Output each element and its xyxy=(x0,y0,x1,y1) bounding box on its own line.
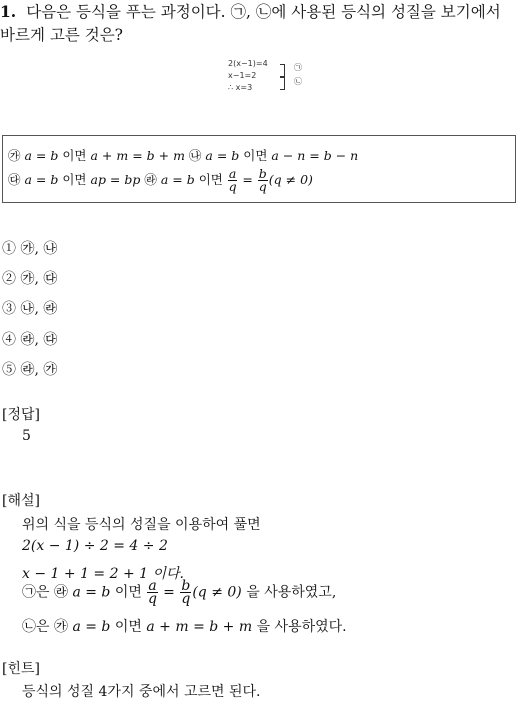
choice-4[interactable]: ④ ㉱, ㉰ xyxy=(2,332,58,348)
expr: a = b xyxy=(160,172,195,187)
choice-3[interactable]: ③ ㉯, ㉱ xyxy=(2,301,58,317)
fraction-a-q: $\frac{a}{q}$ xyxy=(148,578,158,607)
explanation-label: [해설] xyxy=(2,493,40,509)
question-number: 1. xyxy=(0,2,17,21)
properties-row-1 xyxy=(8,146,358,164)
condition: (q ≠ 0) xyxy=(268,172,313,187)
expr: a − n = b − n xyxy=(271,148,359,163)
fraction-b-q: $\frac{b}{q}$ xyxy=(181,578,191,607)
fraction-b-q: $\frac{b}{q}$ xyxy=(258,166,267,194)
text-imyeon: 이면 xyxy=(198,172,223,187)
text-imyeon: 이면 xyxy=(62,148,87,163)
expr: ap = bp xyxy=(90,172,141,187)
properties-box xyxy=(2,135,516,203)
marker-na: ㉯ xyxy=(188,148,202,163)
choice-5[interactable]: ⑤ ㉱, ㉮ xyxy=(2,362,58,378)
figure-line3: ∴ x=3 xyxy=(228,83,253,92)
expr: a = b xyxy=(205,148,240,163)
explanation-line1: 위의 식을 등식의 성질을 이용하여 풀면 xyxy=(22,517,261,533)
choice-1[interactable]: ① ㉮, ㉯ xyxy=(2,241,58,257)
solution-figure xyxy=(228,58,318,102)
figure-line1: 2(x−1)=4 xyxy=(228,59,268,68)
marker-ga: ㉮ xyxy=(8,148,21,163)
explanation-line2: 2(x − 1) ÷ 2 = 4 ÷ 2 xyxy=(22,538,168,554)
text-imyeon: 이면 xyxy=(62,172,87,187)
equals-sign: = xyxy=(242,172,253,187)
question xyxy=(0,2,532,45)
answer-label: [정답] xyxy=(2,407,40,423)
figure-mark-1: ㉠ xyxy=(294,63,302,72)
explanation-line3: x − 1 + 1 = 2 + 1 이다. xyxy=(22,566,184,582)
hint-text: 등식의 성질 4가지 중에서 고르면 된다. xyxy=(22,684,261,700)
explanation-line4: ㉠은 ㉱ a = b 이면 $\frac{a}{q}$ = $\frac{b}{q}$ (q ≠ 0) 을 사용하였고, xyxy=(22,578,337,607)
hint-label: [힌트] xyxy=(2,661,40,677)
figure-line2: x−1=2 xyxy=(228,71,257,80)
answer-value: 5 xyxy=(22,428,31,444)
expr: a = b xyxy=(24,148,59,163)
question-text-line1: 다음은 등식을 푸는 과정이다. ㉠, ㉡에 사용된 등식의 성질을 보기에서 xyxy=(26,3,501,21)
fraction-a-q: $\frac{a}{q}$ xyxy=(228,166,237,194)
text-imyeon: 이면 xyxy=(243,148,268,163)
expr: a = b xyxy=(24,172,59,187)
expr: a + m = b + m xyxy=(90,148,185,163)
figure-bracket-2 xyxy=(280,76,285,90)
figure-mark-2: ㉡ xyxy=(294,77,302,86)
marker-da: ㉰ xyxy=(8,172,21,187)
explanation-line5: ㉡은 ㉮ a = b 이면 a + m = b + m 을 사용하였다. xyxy=(22,619,347,635)
properties-row-2 xyxy=(8,168,313,193)
question-text-line2: 바르게 고른 것은? xyxy=(0,26,123,44)
choice-2[interactable]: ② ㉮, ㉰ xyxy=(2,271,58,287)
marker-ra: ㉱ xyxy=(144,172,157,187)
